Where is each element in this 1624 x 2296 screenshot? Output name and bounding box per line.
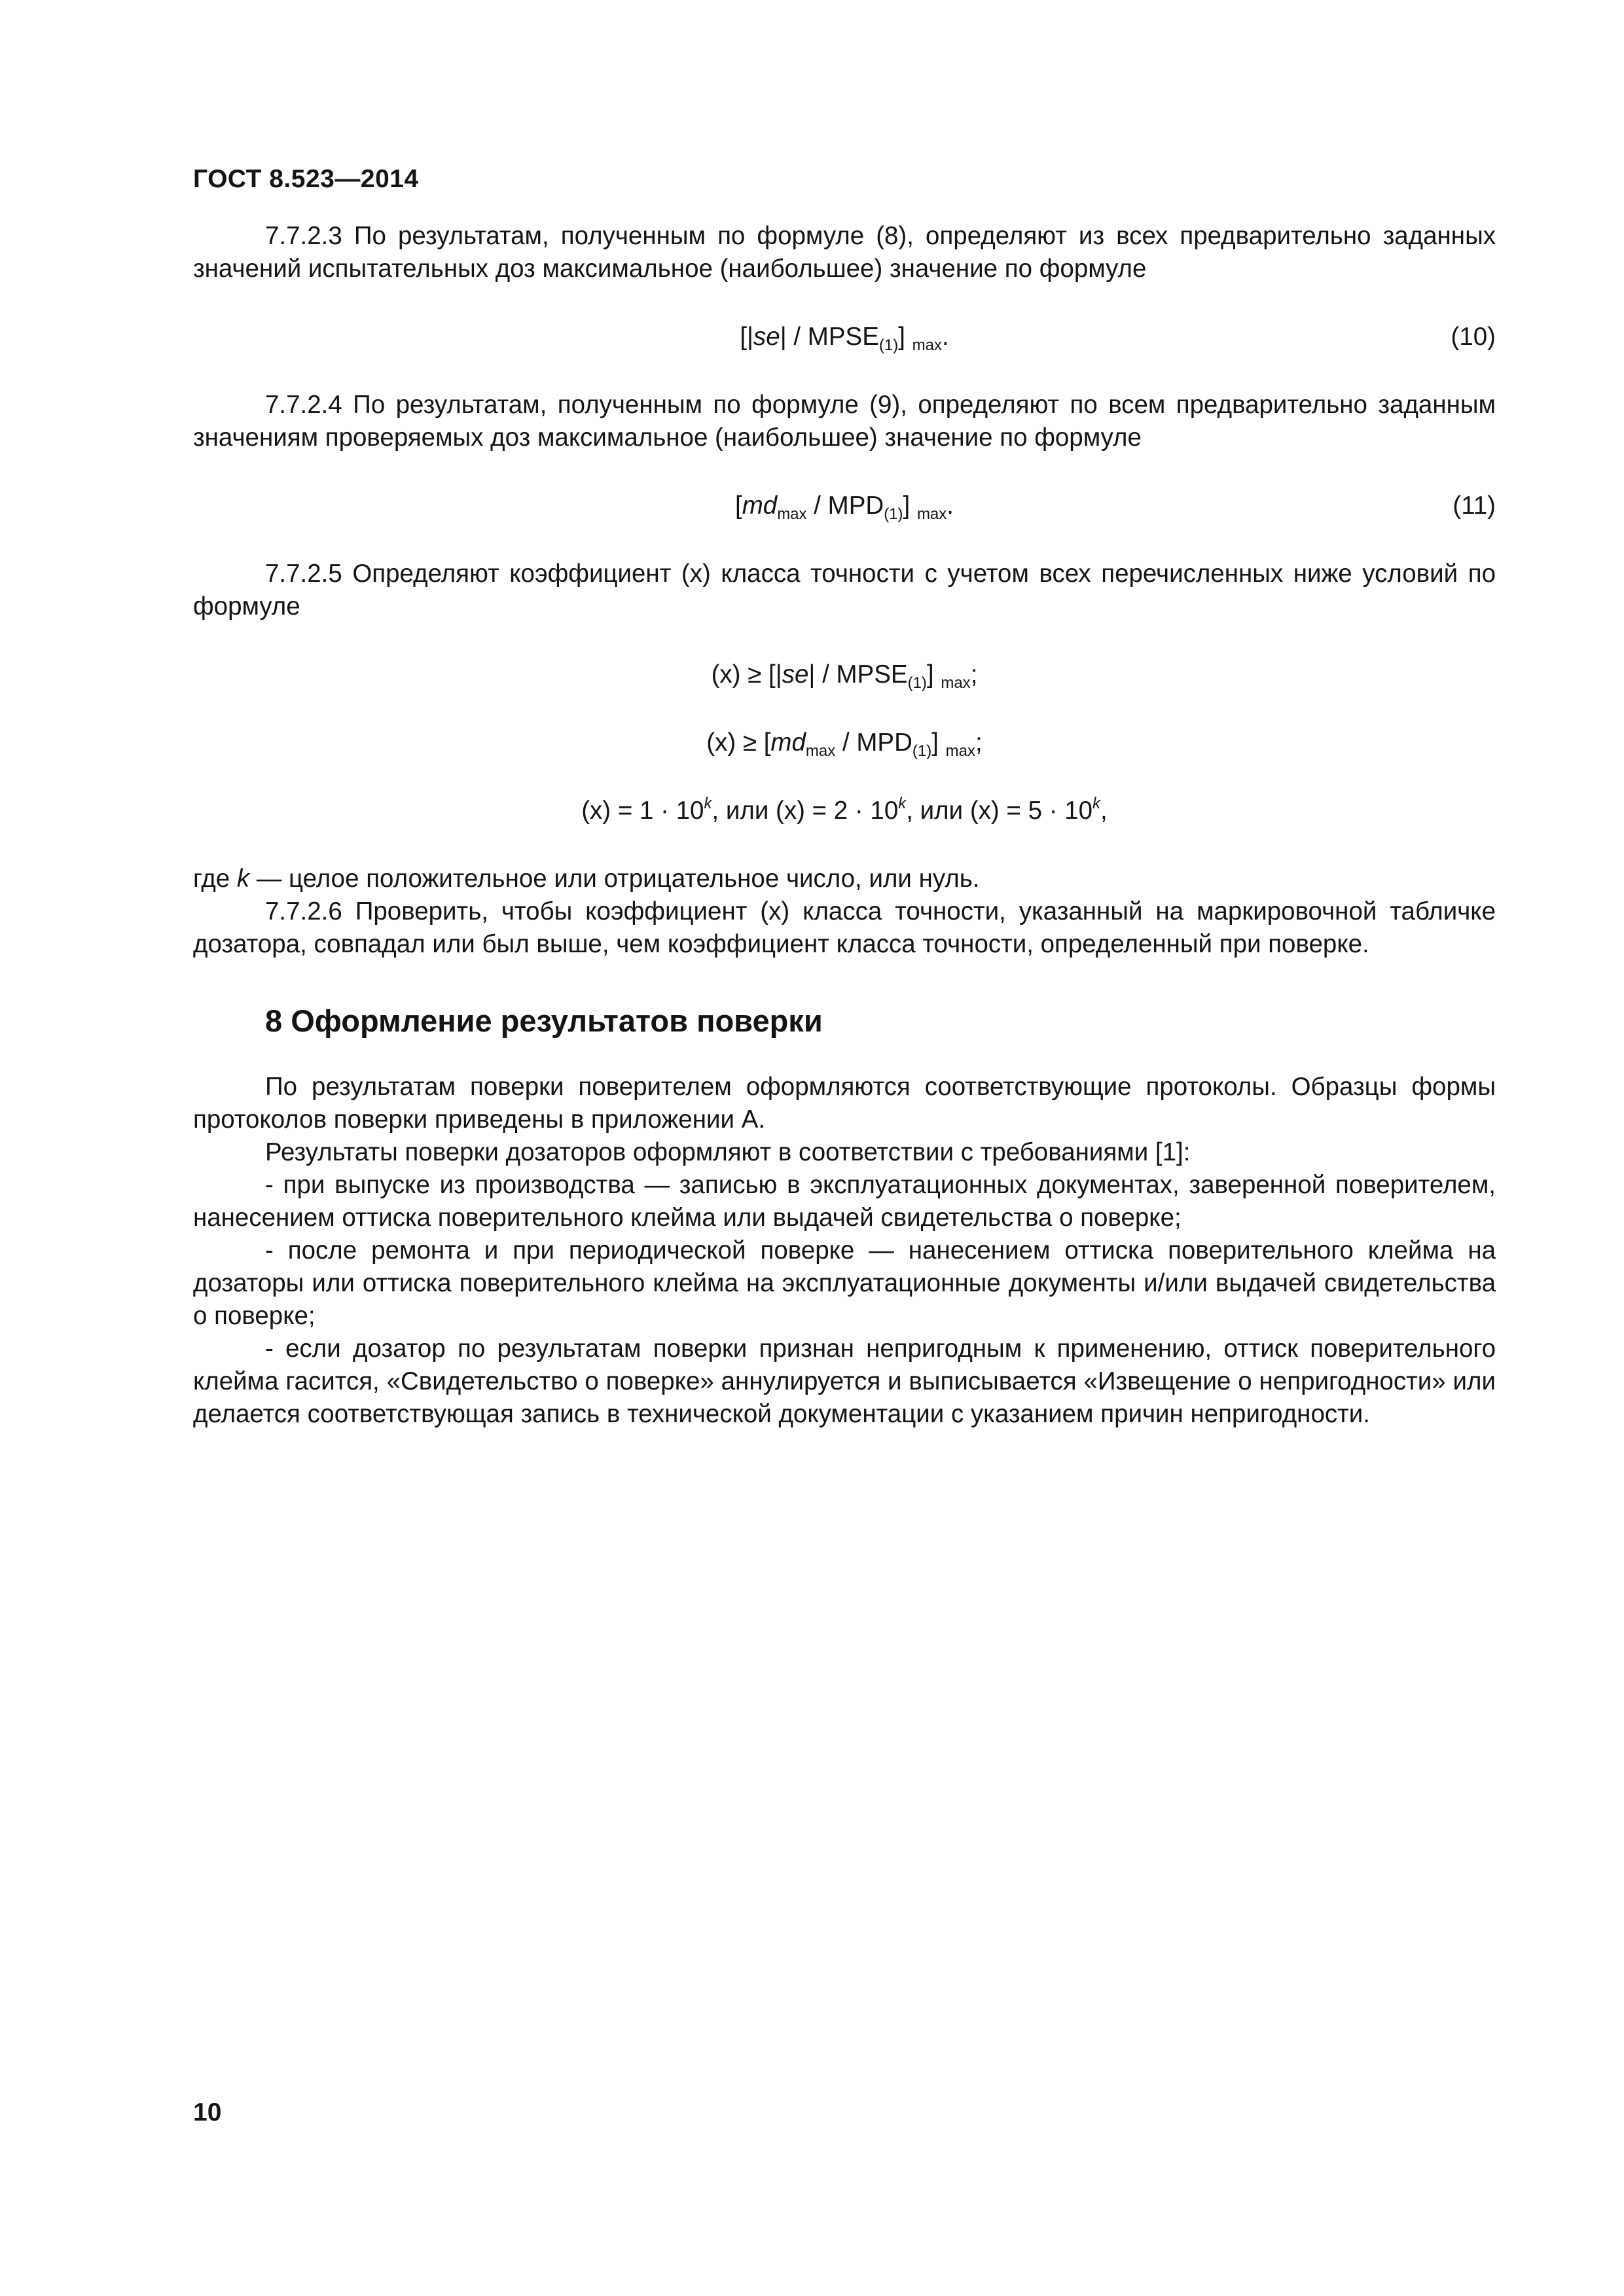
section-8-list-item: - при выпуске из производства — записью в эксплуатационных документах, заверенной поверителем, нанесением оттиска поверительного клейма или выдачей свидетельства о поверке; <box>193 1171 1496 1232</box>
formula-number: (10) <box>1451 323 1496 351</box>
paragraph-7-7-2-5: 7.7.2.5 Определяют коэффициент (х) класса точности с учетом всех перечисленных ниже условий по формуле <box>193 560 1496 620</box>
section-8-paragraph: Результаты поверки дозаторов оформляют в соответствии с требованиями [1]: <box>265 1138 1191 1166</box>
section-8-list-item: - если дозатор по результатам поверки признан непригодным к применению, оттиск поверительного клейма гасится, «Свидетельство о поверке» аннулируется и выписывается «Извещение о непригодности» или делается соответствующая запись в технической документации с указанием причин непригодности. <box>193 1335 1496 1428</box>
section-8-paragraph: По результатам поверки поверителем оформляются соответствующие протоколы. Образцы формы протоколов поверки приведены в приложении А. <box>193 1073 1496 1134</box>
formula-11 <box>193 490 1496 522</box>
paragraph-7-7-2-4: 7.7.2.4 По результатам, полученным по формуле (9), определяют по всем предварительно заданным значениям проверяемых доз максимальное (наибольшее) значение по формуле <box>193 391 1496 452</box>
condition-1: $(х) \ge [|se| / MPSE_{(1)}]$ $_{max}$; <box>711 660 978 692</box>
condition-3: $(х) = 1 \cdot 10^k$, или $(х) = 2 \cdot 10^k$, или $(х) = 5 \cdot 10^k$, <box>581 795 1108 825</box>
formula-10 <box>193 321 1496 353</box>
formula-number: (11) <box>1453 492 1496 520</box>
paragraph-7-7-2-3: 7.7.2.3 По результатам, полученным по формуле (8), определяют из всех предварительно заданных значений испытательных доз максимальное (наибольшее) значение по формуле <box>193 222 1496 283</box>
paragraph-7-7-2-6: 7.7.2.6 Проверить, чтобы коэффициент (х) класса точности, указанный на маркировочной табличке дозатора, совпадал или был выше, чем коэффициент класса точности, определенный при поверке. <box>193 897 1496 958</box>
condition-2: $(х) \ge [md_{max} / MPD_{(1)}]$ $_{max}$; <box>706 728 983 760</box>
where-clause: где k — целое положительное или отрицательное число, или нуль. <box>193 865 980 893</box>
section-8-title: 8 Оформление результатов поверки <box>265 1003 823 1038</box>
formula-text: $[|se| / MPSE_{(1)}]$ $_{max}$. <box>740 323 949 354</box>
document-body <box>193 220 1496 1431</box>
formula-text: $[md_{max} / MPD_{(1)}]$ $_{max}$. <box>735 492 954 523</box>
document-header: ГОСТ 8.523—2014 <box>193 165 419 193</box>
page-number: 10 <box>193 2098 222 2126</box>
section-8-list-item: - после ремонта и при периодической поверке — нанесением оттиска поверительного клейма на дозаторы или оттиска поверительного клейма на эксплуатационные документы и/или выдачей свидетельства о поверке; <box>193 1236 1496 1330</box>
